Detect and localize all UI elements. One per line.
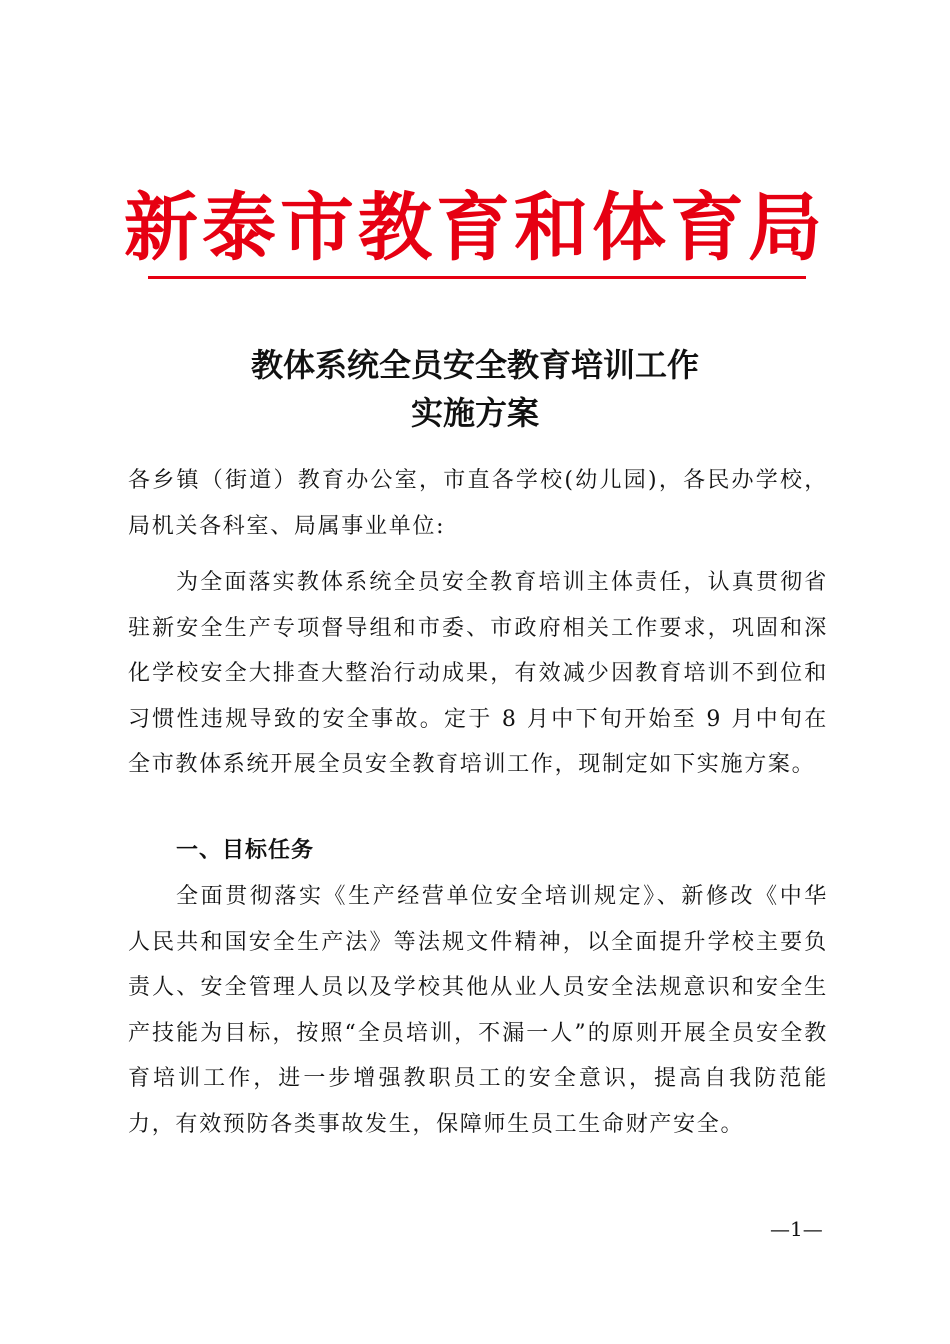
section-heading-goals: 一、目标任务: [176, 838, 315, 863]
issuing-authority-header: 新泰市教育和体育局: [124, 185, 826, 271]
red-header-rule: [148, 276, 806, 279]
addressee-paragraph: 各乡镇（街道）教育办公室，市直各学校(幼儿园)，各民办学校，局机关各科室、局属事业单位:: [128, 468, 828, 539]
document-title-line-1: 教体系统全员安全教育培训工作: [250, 346, 699, 384]
page-number: —1—: [770, 1217, 823, 1241]
intro-paragraph: 为全面落实教体系统全员安全教育培训主体责任，认真贯彻省驻新安全生产专项督导组和市委、市政府相关工作要求，巩固和深化学校安全大排查大整治行动成果，有效减少因教育培训不到位和习惯性违规导致的安全事故。定于 8 月中下旬开始至 9 月中旬在全市教体系统开展全员安全教育培训工作，现制定如下实施方案。: [128, 570, 828, 777]
document-title-line-2: 实施方案: [410, 394, 539, 432]
section-body-goals: 全面贯彻落实《生产经营单位安全培训规定》、新修改《中华人民共和国安全生产法》等法规文件精神，以全面提升学校主要负责人、安全管理人员以及学校其他从业人员安全法规意识和安全生产技能为目标，按照“全员培训，不漏一人”的原则开展全员安全教育培训工作，进一步增强教职员工的安全意识，提高自我防范能力，有效预防各类事故发生，保障师生员工生命财产安全。: [128, 884, 828, 1137]
